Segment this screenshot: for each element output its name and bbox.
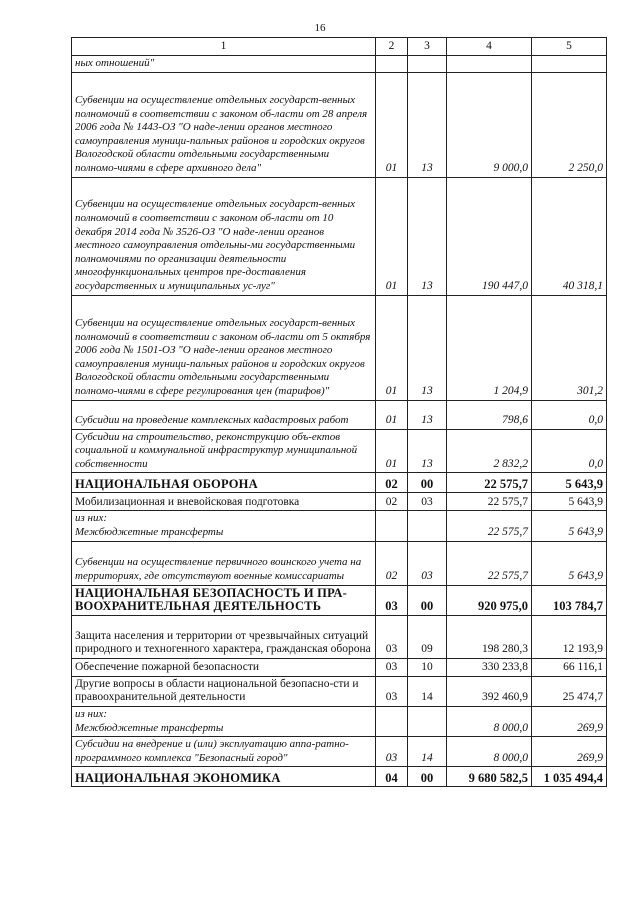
amount-col5: 0,0 [532, 400, 607, 429]
section-code [376, 511, 408, 541]
row-name: Субвенции на осуществление отдельных государст-венных полномочий в соответствии с законом об-ласти от 28 апреля 2006 года № 1443-ОЗ "О наде-лении органов местного самоуправления муници-пальных районов и городских округов Вологодской области отдельными государственными полномо-чиями в сфере архивного дела" [72, 72, 376, 177]
subsection-code [408, 511, 447, 541]
amount-col4: 22 575,7 [447, 541, 532, 585]
amount-col5: 103 784,7 [532, 585, 607, 615]
amount-col5: 5 643,9 [532, 473, 607, 493]
subsection-code [408, 56, 447, 73]
table-row [72, 473, 607, 493]
table-row [72, 706, 607, 736]
subsection-code: 10 [408, 658, 447, 676]
table-row [72, 767, 607, 787]
section-code [376, 706, 408, 736]
subsection-code: 13 [408, 429, 447, 473]
column-header: 2 [376, 38, 408, 56]
subsection-code: 00 [408, 585, 447, 615]
row-name: Обеспечение пожарной безопасности [72, 658, 376, 676]
table-row [72, 676, 607, 706]
section-code: 01 [376, 429, 408, 473]
column-header: 3 [408, 38, 447, 56]
section-code: 01 [376, 177, 408, 295]
row-name: Другие вопросы в области национальной безопасно-сти и правоохранительной деятельности [72, 676, 376, 706]
amount-col5: 66 116,1 [532, 658, 607, 676]
column-header: 5 [532, 38, 607, 56]
section-code: 01 [376, 400, 408, 429]
section-code [376, 56, 408, 73]
budget-table [71, 37, 607, 787]
page-number: 16 [314, 22, 326, 34]
amount-col5: 5 643,9 [532, 493, 607, 511]
subsection-code: 00 [408, 767, 447, 787]
subitem-label: Межбюджетные трансферты [75, 721, 224, 734]
amount-col4: 22 575,7 [447, 493, 532, 511]
table-row [72, 585, 607, 615]
amount-col5: 269,9 [532, 737, 607, 767]
table-row [72, 493, 607, 511]
section-code: 03 [376, 585, 408, 615]
table-row [72, 737, 607, 767]
amount-col4: 190 447,0 [447, 177, 532, 295]
row-name: НАЦИОНАЛЬНАЯ ОБОРОНА [72, 473, 376, 493]
row-name: Субвенции на осуществление первичного воинского учета на территориях, где отсутствуют военные комиссариаты [72, 541, 376, 585]
table-row [72, 429, 607, 473]
subsection-code: 13 [408, 400, 447, 429]
section-code: 01 [376, 72, 408, 177]
amount-col4: 330 233,8 [447, 658, 532, 676]
amount-col5: 5 643,9 [532, 511, 607, 541]
amount-col5: 25 474,7 [532, 676, 607, 706]
row-name: Субвенции на осуществление отдельных государст-венных полномочий в соответствии с законом об-ласти от 5 октября 2006 года № 1501-ОЗ "О наде-лении органов местного самоуправления муници-пальных районов и городских округов Вологодской области отдельными государственными полномо-чиями в сфере регулирования цен (тарифов)" [72, 295, 376, 400]
section-code: 02 [376, 493, 408, 511]
row-name: Субсидии на строительство, реконструкцию объ-ектов социальной и коммунальной инфраструктур муниципальной собственности [72, 429, 376, 473]
subheading-label: из них: [75, 512, 108, 525]
amount-col5: 5 643,9 [532, 541, 607, 585]
amount-col5: 301,2 [532, 295, 607, 400]
section-code: 04 [376, 767, 408, 787]
subsection-code: 13 [408, 177, 447, 295]
amount-col5: 269,9 [532, 706, 607, 736]
amount-col4: 22 575,7 [447, 473, 532, 493]
section-code: 03 [376, 615, 408, 658]
amount-col4 [447, 56, 532, 73]
amount-col5: 1 035 494,4 [532, 767, 607, 787]
amount-col4: 9 000,0 [447, 72, 532, 177]
amount-col4: 920 975,0 [447, 585, 532, 615]
amount-col4: 8 000,0 [447, 706, 532, 736]
subsection-code [408, 706, 447, 736]
row-name: Субсидии на проведение комплексных кадастровых работ [72, 400, 376, 429]
section-code: 03 [376, 676, 408, 706]
table-row [72, 72, 607, 177]
section-code: 02 [376, 473, 408, 493]
table-row [72, 400, 607, 429]
amount-col4: 9 680 582,5 [447, 767, 532, 787]
section-code: 01 [376, 295, 408, 400]
section-code: 02 [376, 541, 408, 585]
table-row [72, 56, 607, 73]
amount-col5 [532, 56, 607, 73]
subsection-code: 14 [408, 737, 447, 767]
row-name: Мобилизационная и вневойсковая подготовка [72, 493, 376, 511]
row-name: Субвенции на осуществление отдельных государст-венных полномочий в соответствии с законом об-ласти от 10 декабря 2014 года № 3526-ОЗ "О наде-лении органов местного самоуправления отдельны-ми государственными полномочиями по организации деятельности многофункциональных центров пре-доставления государственных и муниципальных ус-луг" [72, 177, 376, 295]
amount-col4: 2 832,2 [447, 429, 532, 473]
subsection-code: 03 [408, 493, 447, 511]
section-code: 03 [376, 737, 408, 767]
subsection-code: 14 [408, 676, 447, 706]
row-name: НАЦИОНАЛЬНАЯ ЭКОНОМИКА [72, 767, 376, 787]
table-row [72, 615, 607, 658]
amount-col4: 1 204,9 [447, 295, 532, 400]
column-header: 1 [72, 38, 376, 56]
table-row [72, 511, 607, 541]
row-name: ных отношений" [72, 56, 376, 73]
row-name [72, 706, 376, 736]
row-name: Субсидии на внедрение и (или) эксплуатацию аппа-ратно-программного комплекса "Безопасный город" [72, 737, 376, 767]
amount-col4: 22 575,7 [447, 511, 532, 541]
subsection-code: 03 [408, 541, 447, 585]
amount-col5: 0,0 [532, 429, 607, 473]
table-row [72, 658, 607, 676]
row-name: Защита населения и территории от чрезвычайных ситуаций природного и техногенного характера, гражданская оборона [72, 615, 376, 658]
header-row [72, 38, 607, 56]
section-code: 03 [376, 658, 408, 676]
amount-col4: 798,6 [447, 400, 532, 429]
column-header: 4 [447, 38, 532, 56]
subitem-label: Межбюджетные трансферты [75, 525, 224, 538]
amount-col5: 40 318,1 [532, 177, 607, 295]
row-name [72, 511, 376, 541]
row-name: НАЦИОНАЛЬНАЯ БЕЗОПАСНОСТЬ И ПРА-ВООХРАНИТЕЛЬНАЯ ДЕЯТЕЛЬНОСТЬ [72, 585, 376, 615]
amount-col4: 392 460,9 [447, 676, 532, 706]
amount-col4: 8 000,0 [447, 737, 532, 767]
amount-col5: 12 193,9 [532, 615, 607, 658]
subheading-label: из них: [75, 707, 108, 720]
subsection-code: 00 [408, 473, 447, 493]
subsection-code: 13 [408, 72, 447, 177]
amount-col5: 2 250,0 [532, 72, 607, 177]
table-row [72, 295, 607, 400]
table-row [72, 177, 607, 295]
subsection-code: 09 [408, 615, 447, 658]
subsection-code: 13 [408, 295, 447, 400]
amount-col4: 198 280,3 [447, 615, 532, 658]
table-row [72, 541, 607, 585]
